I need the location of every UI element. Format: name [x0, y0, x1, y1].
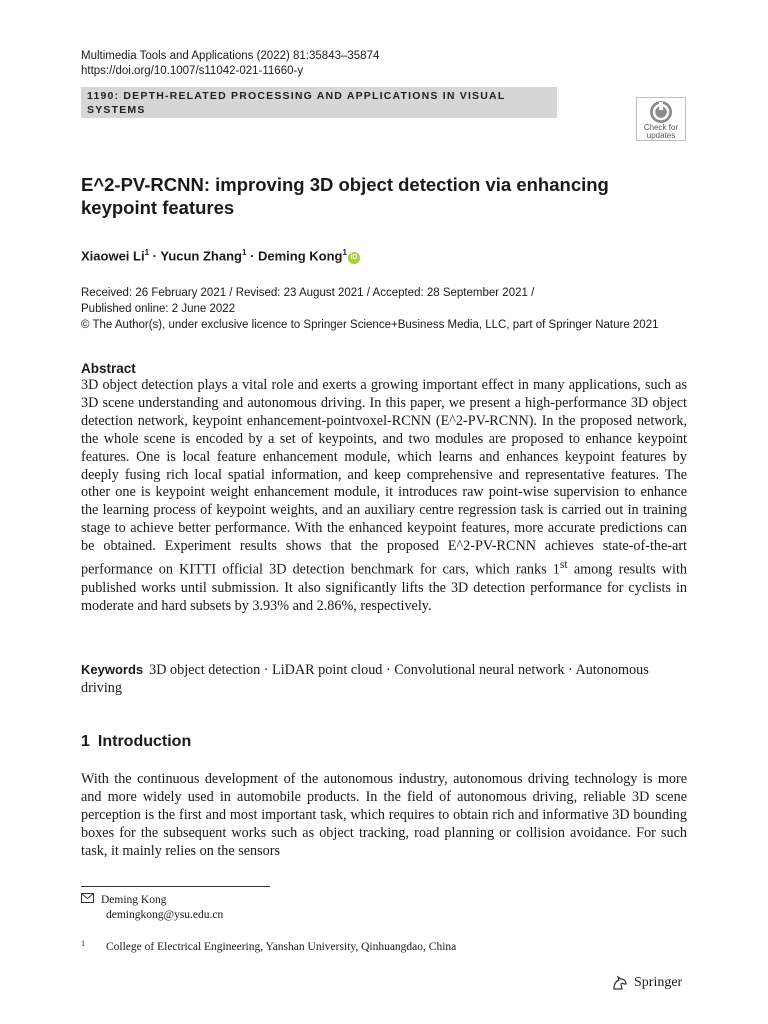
- author-separator: ·: [246, 248, 258, 264]
- affiliation-number: 1: [81, 939, 85, 948]
- dates-line-2: Published online: 2 June 2022: [81, 303, 236, 315]
- corresponding-author: [81, 893, 223, 923]
- journal-citation: Multimedia Tools and Applications (2022) 81:35843–35874: [81, 50, 380, 62]
- section-heading: [81, 733, 191, 751]
- footnote-divider: [81, 886, 270, 887]
- section-title: Introduction: [97, 733, 192, 750]
- author-separator: ·: [149, 248, 161, 264]
- author-list: [81, 244, 360, 265]
- badge-text-2: updates: [646, 131, 676, 140]
- envelope-icon: [81, 893, 101, 908]
- author-name[interactable]: Yucun Zhang: [160, 248, 242, 264]
- abstract-body: [81, 377, 687, 616]
- keywords-text: 3D object detection · LiDAR point cloud · Convolutional neural network · Autonomous driving: [81, 662, 649, 696]
- crossmark-icon: [649, 100, 673, 124]
- section-number: 1: [81, 733, 90, 750]
- author-name[interactable]: Xiaowei Li: [81, 248, 145, 264]
- journal-header: [81, 49, 379, 79]
- badge-text-1: Check for: [643, 123, 679, 132]
- category-line-2: SYSTEMS: [87, 104, 146, 116]
- copyright-line: © The Author(s), under exclusive licence to Springer Science+Business Media, LLC, part of Springer Nature 2021: [81, 319, 659, 331]
- affiliation-footnote: [81, 936, 456, 955]
- introduction-body: With the continuous development of the autonomous industry, autonomous driving technology is more and more widely used in automobile products. In the field of autonomous driving, reliable 3D scene perception is the first and most important task, which requires to obtain rich and informative 3D bounding boxes for the subsequent works such as object tracking, road planning or collision avoidance. For such task, it mainly relies on the sensors: [81, 771, 687, 859]
- abstract-heading: Abstract: [81, 361, 136, 376]
- category-band: [81, 87, 557, 118]
- publisher-name: Springer: [634, 975, 683, 990]
- doi-link[interactable]: https://doi.org/10.1007/s11042-021-11660-y: [81, 65, 304, 77]
- abstract-text-part-2: among results with published works until submission. It also significantly lifts the 3D detection performance for cyclists in moderate and hard subsets by 3.93% and 2.86%, respectively.: [81, 561, 687, 614]
- paper-title: E^2-PV-RCNN: improving 3D object detection via enhancing keypoint features: [81, 174, 609, 218]
- corresponding-author-name: Deming Kong: [101, 894, 167, 906]
- category-line-1: 1190: DEPTH-RELATED PROCESSING AND APPLICATIONS IN VISUAL: [87, 90, 506, 102]
- publisher-logo: [611, 975, 682, 991]
- dates-line-1: Received: 26 February 2021 / Revised: 23 August 2021 / Accepted: 28 September 2021 /: [81, 287, 535, 299]
- author-affiliation-mark: 1: [144, 248, 150, 257]
- publication-dates: [81, 285, 701, 333]
- keywords: [81, 661, 687, 697]
- corresponding-author-email[interactable]: demingkong@ysu.edu.cn: [106, 909, 224, 921]
- springer-horse-icon: [611, 975, 629, 991]
- author-affiliation-mark: 1: [342, 248, 347, 257]
- check-for-updates-badge[interactable]: [636, 97, 686, 141]
- orcid-icon[interactable]: iD: [348, 252, 360, 264]
- affiliation-text: College of Electrical Engineering, Yanshan University, Qinhuangdao, China: [106, 941, 457, 953]
- abstract-text-part-1: 3D object detection plays a vital role and exerts a growing important effect in many applications, such as 3D scene understanding and autonomous driving. In this paper, we present a high-performance 3D object detection network, keypoint enhancement-pointvoxel-RCNN (E^2-PV-RCNN). In the proposed network, the whole scene is encoded by a set of keypoints, and two modules are proposed to enhance keypoint features. One is local feature enhancement module, which learns and enhances keypoint features by deeply fusing rich local spatial information, and keep comprehensive and representative features. The other one is keypoint weight enhancement module, it introduces raw point-wise supervision to enhance the learning process of keypoint weights, and an auxiliary centre regression task is carried out in training stage to achieve better performance. With the enhanced keypoint features, more accurate predictions can be obtained. Experiment results shows that the proposed E^2-PV-RCNN achieves state-of-the-art performance on KITTI official 3D detection benchmark for cars, which ranks 1: [81, 377, 687, 578]
- abstract-superscript: st: [559, 557, 568, 572]
- author-affiliation-mark: 1: [241, 248, 247, 257]
- keywords-label: Keywords: [81, 662, 144, 677]
- author-name[interactable]: Deming Kong: [258, 248, 343, 264]
